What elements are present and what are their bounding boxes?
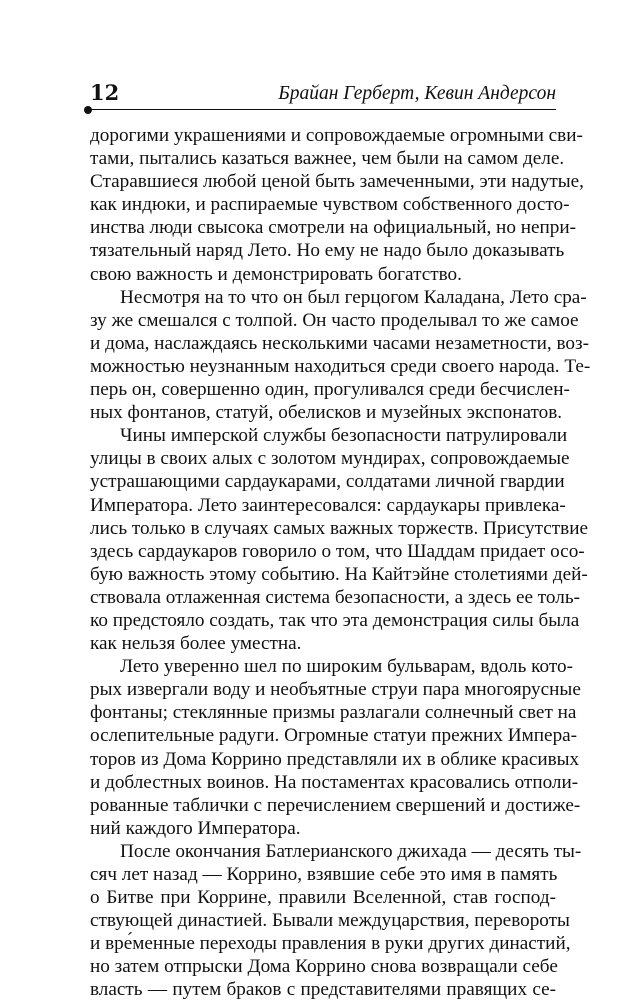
- text-line: о Битве при Коррине, правили Вселенной, став господ-: [90, 887, 556, 909]
- page-header: [90, 81, 556, 111]
- text-line: лись только в случаях самых важных торжеств. Присутствие: [90, 517, 589, 539]
- text-line: как индюки, и распираемые чувством собственного досто-: [90, 194, 570, 216]
- header-rule: [90, 109, 556, 110]
- text-line: власть — путем браков с представителями правящих се-: [90, 979, 556, 1001]
- text-line: перь он, совершенно один, прогуливался среди бесчислен-: [90, 379, 570, 401]
- text-line: фонтаны; стеклянные призмы разлагали солнечный свет на: [90, 702, 577, 724]
- text-line: и доблестных воинов. На постаментах красовались отполи-: [90, 771, 579, 793]
- text-line: ствующей династией. Бывали междуцарствия, перевороты: [90, 910, 570, 932]
- text-line: ослепительные радуги. Огромные статуи прежних Импера-: [90, 725, 578, 747]
- text-line: как нельзя более уместна.: [90, 633, 302, 655]
- text-line: Несмотря на то что он был герцогом Каладана, Лето сра-: [120, 286, 587, 308]
- text-line: ных фонтанов, статуй, обелисков и музейных экспонатов.: [90, 402, 563, 424]
- text-line: Лето уверенно шел по широким бульварам, вдоль кото-: [120, 656, 573, 678]
- paragraph: [90, 840, 582, 1002]
- text-line: Старавшиеся любой ценой быть замеченными, эти надутые,: [90, 171, 584, 193]
- paragraph: [90, 424, 589, 655]
- text-line: рых извергали воду и необъятные струи пара многоярусные: [90, 679, 581, 701]
- text-line: Императора. Лето заинтересовался: сардаукары привлека-: [90, 494, 566, 516]
- rule-dot-ornament: [84, 106, 92, 114]
- paragraph: [90, 124, 584, 286]
- text-line: свою важность и демонстрировать богатство.: [90, 263, 462, 285]
- paragraph: [90, 655, 581, 840]
- text-line: ствовала отлаженная система безопасности, а здесь ее толь-: [90, 586, 580, 608]
- running-title: Брайан Герберт, Кевин Андерсон: [278, 83, 556, 104]
- text-line: бую важность этому событию. На Кайтэйне столетиями дей-: [90, 563, 588, 585]
- text-line: инства люди свысока смотрели на официальный, но непри-: [90, 217, 577, 239]
- body-text: [90, 124, 591, 1002]
- text-line: улицы в своих алых с золотом мундирах, сопровождаемые: [90, 448, 570, 470]
- text-line: здесь сардаукаров говорило о том, что Шаддам придает осо-: [90, 540, 585, 562]
- text-line: рованные таблички с перечислением свершений и достиже-: [90, 794, 581, 816]
- text-line: зу же смешался с толпой. Он часто проделывал то же самое: [90, 309, 579, 331]
- text-line: тязательный наряд Лето. Но ему не надо было доказывать: [90, 240, 565, 262]
- text-line: ний каждого Императора.: [90, 817, 301, 839]
- text-line: устрашающими сардаукарами, солдатами личной гвардии: [90, 471, 565, 493]
- text-line: ко предстояло создать, так что эта демонстрация силы была: [90, 609, 580, 631]
- text-line: можностью неузнанным находиться среди своего народа. Те-: [90, 355, 591, 377]
- page-number: 12: [90, 80, 120, 105]
- text-line: и вре́менные переходы правления в руки других династий,: [90, 933, 571, 955]
- text-line: дорогими украшениями и сопровождаемые огромными сви-: [90, 125, 583, 146]
- text-line: После окончания Батлерианского джихада — десять ты-: [120, 840, 582, 862]
- paragraph: [90, 286, 591, 425]
- text-line: сяч лет назад — Коррино, взявшие себе это имя в память: [90, 864, 558, 885]
- text-line: но затем отпрыски Дома Коррино снова возвращали себе: [90, 956, 558, 978]
- text-line: и дома, наслаждаясь несколькими часами незаметности, воз-: [90, 332, 589, 354]
- text-line: торов из Дома Коррино представляли их в облике красивых: [90, 748, 580, 770]
- text-line: Чины имперской службы безопасности патрулировали: [120, 425, 568, 447]
- text-line: тами, пытались казаться важнее, чем были на самом деле.: [90, 148, 565, 170]
